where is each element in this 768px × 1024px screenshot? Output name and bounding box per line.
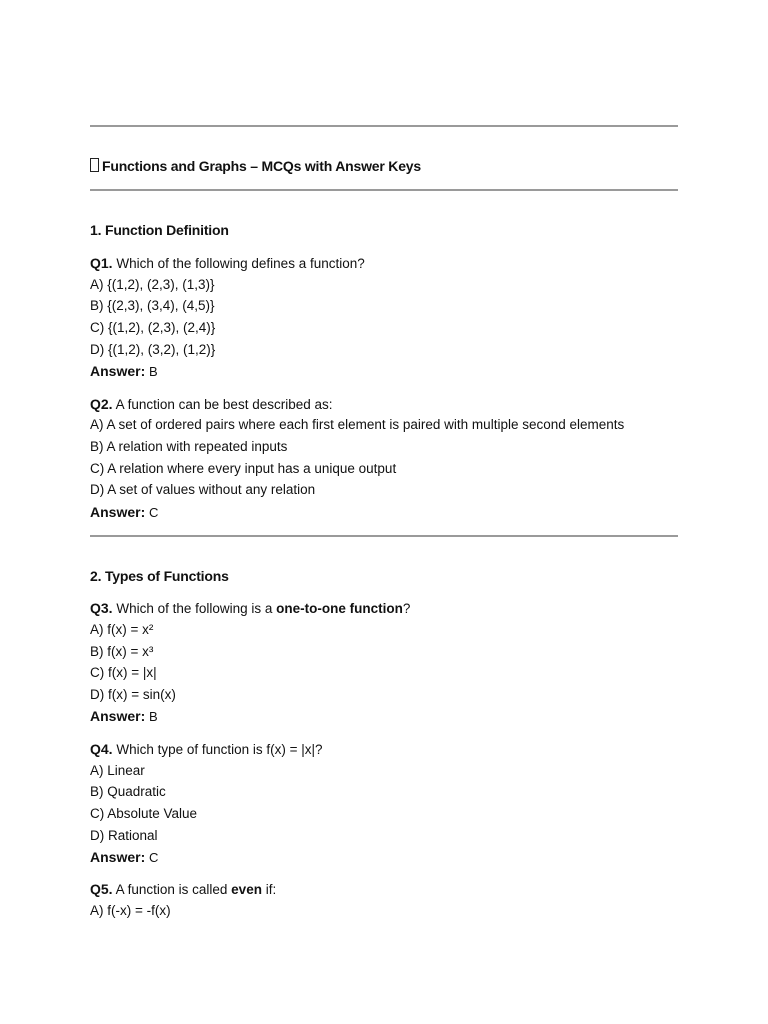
question-q3 [90,599,410,618]
answer-value: C [149,505,159,520]
option-item: A) Linear [90,763,145,778]
document-title [90,157,421,175]
answer-line [90,362,158,381]
missing-glyph-icon [90,158,99,172]
question-q2 [90,395,332,414]
option-item: D) {(1,2), (3,2), (1,2)} [90,342,216,357]
horizontal-rule [90,535,678,537]
answer-value: C [149,850,159,865]
option-item: D) Rational [90,828,158,843]
option-item: A) {(1,2), (2,3), (1,3)} [90,277,215,292]
option-item: A) A set of ordered pairs where each first element is paired with multiple second elements [90,417,625,432]
question-text: Which type of function is f(x) = |x|? [116,742,323,757]
question-q1 [90,254,365,273]
option-item: A) f(x) = x² [90,622,154,637]
question-label: Q5. [90,881,113,897]
question-label: Q4. [90,741,113,757]
section-heading: 2. Types of Functions [90,568,229,584]
question-label: Q2. [90,396,113,412]
question-text-end: if: [261,882,277,897]
answer-value: B [149,709,158,724]
horizontal-rule [90,189,678,191]
question-text: A function can be best described as: [115,397,333,412]
option-item: B) f(x) = x³ [90,644,154,659]
section-heading: 1. Function Definition [90,222,229,238]
question-q5 [90,880,276,899]
question-text: A function is called [115,882,232,897]
option-item: C) {(1,2), (2,3), (2,4)} [90,320,216,335]
option-item: C) A relation where every input has a unique output [90,461,397,476]
option-item: C) Absolute Value [90,806,198,821]
question-emphasis: one-to-one function [276,601,403,616]
question-text: Which of the following defines a function? [116,256,365,271]
answer-line [90,848,158,867]
option-item: B) A relation with repeated inputs [90,439,288,454]
option-item: B) {(2,3), (3,4), (4,5)} [90,298,215,313]
answer-line [90,707,158,726]
question-emphasis: even [231,882,262,897]
answer-value: B [149,364,158,379]
option-item: D) f(x) = sin(x) [90,687,176,702]
answer-label: Answer: [90,849,146,865]
question-label: Q1. [90,255,113,271]
answer-label: Answer: [90,363,146,379]
option-item: C) f(x) = |x| [90,665,157,680]
question-text-end: ? [402,601,411,616]
option-item: D) A set of values without any relation [90,482,316,497]
question-label: Q3. [90,600,113,616]
horizontal-rule [90,125,678,127]
document-title-text: Functions and Graphs – MCQs with Answer Keys [102,158,421,174]
answer-line [90,503,158,522]
question-text: Which of the following is a [116,601,277,616]
answer-label: Answer: [90,504,146,520]
answer-label: Answer: [90,708,146,724]
option-item: A) f(-x) = -f(x) [90,903,171,918]
question-q4 [90,740,323,759]
option-item: B) Quadratic [90,784,166,799]
